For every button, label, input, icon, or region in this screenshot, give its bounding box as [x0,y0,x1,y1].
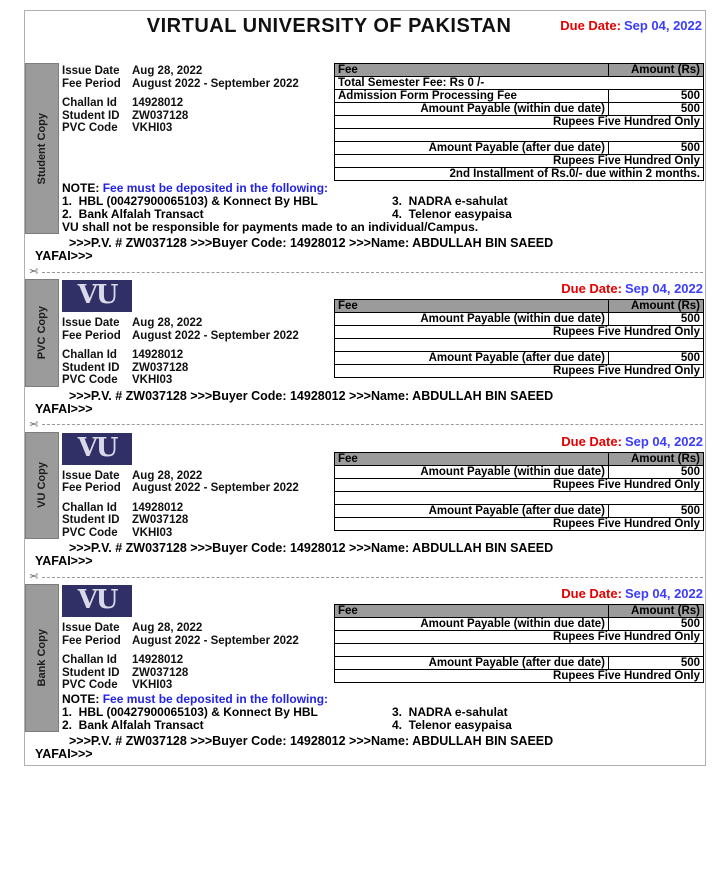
bank-copy-section [25,584,705,761]
challan-id-label: Challan Id [62,501,117,514]
payable-after-words: Rupees Five Hundred Only [335,155,704,168]
admission-fee-amount: 500 [609,90,704,103]
page-title: VIRTUAL UNIVERSITY OF PAKISTAN [146,15,512,37]
fee-period-value: August 2022 - September 2022 [132,77,299,90]
vu-logo-text: VU [77,280,117,310]
sidebar-bank-copy [25,584,59,732]
payable-after-label: Amount Payable (after due date) [335,657,609,670]
fee-period-value: August 2022 - September 2022 [132,329,299,342]
pvc-code-value: VKHI03 [132,374,173,386]
fee-period-label: Fee Period [62,329,121,342]
vu-copy-section [25,432,705,569]
fee-table [334,604,704,683]
payable-after-words: Rupees Five Hundred Only [335,517,704,530]
payable-within-label: Amount Payable (within due date) [335,618,609,631]
student-id-label: Student ID [62,666,120,679]
fee-period-label: Fee Period [62,77,121,90]
payable-within-amount: 500 [609,103,704,116]
vu-logo [62,585,132,617]
bank-option-4: 4. Telenor easypaisa [392,207,512,221]
payable-within-amount: 500 [609,465,704,478]
due-date-label: Due Date: [561,586,622,601]
pvc-code-label: PVC Code [62,374,118,386]
challan-id-value: 14928012 [132,97,184,109]
vu-logo-text: VU [77,585,117,615]
payable-after-amount: 500 [609,142,704,155]
note-heading: Fee must be deposited in the following: [102,181,329,195]
due-date [560,15,702,33]
issue-date-value: Aug 28, 2022 [132,317,203,329]
payable-within-label: Amount Payable (within due date) [335,313,609,326]
total-semester-fee: Total Semester Fee: Rs 0 /- [335,77,704,90]
fee-column-header: Fee [335,452,609,465]
fee-period-value: August 2022 - September 2022 [132,482,299,494]
pvc-code-label: PVC Code [62,122,118,134]
payable-after-words: Rupees Five Hundred Only [335,365,704,378]
pvc-copy-section [25,279,705,416]
copy-label: Student Copy [36,112,48,185]
bank-option-1: 1. HBL (00427900065103) & Konnect By HBL [62,704,318,719]
scissors-icon: ✂ [29,571,39,583]
pvc-code-label: PVC Code [62,679,118,691]
copy-label: VU Copy [36,462,48,509]
due-date-label: Due Date: [560,18,621,33]
challan-fields [62,315,334,387]
cut-dash-line [42,424,703,425]
copy-label: Bank Copy [36,629,48,687]
payable-after-amount: 500 [609,657,704,670]
due-date [334,279,704,299]
fee-period-label: Fee Period [62,482,121,494]
pvc-code-value: VKHI03 [132,122,173,134]
installment-note: 2nd Installment of Rs.0/- due within 2 months. [335,168,704,181]
due-date [334,584,704,604]
sidebar-vu-copy [25,432,59,540]
challan-id-label: Challan Id [62,349,117,361]
challan-fields [62,620,334,692]
pv-buyer-line: >>>P.V. # ZW037128 >>>Buyer Code: 14928012 >>>Name: ABDULLAH BIN SAEED YAFAI>>> [35,388,554,416]
challan-id-value: 14928012 [132,501,184,514]
payable-after-label: Amount Payable (after due date) [335,504,609,517]
issue-date-label: Issue Date [62,469,120,482]
amount-column-header: Amount (Rs) [609,64,704,77]
sidebar-student-copy [25,63,59,234]
deposit-note [62,182,704,234]
fee-period-label: Fee Period [62,634,121,647]
note-heading: Fee must be deposited in the following: [102,691,329,706]
pv-buyer-line: >>>P.V. # ZW037128 >>>Buyer Code: 14928012 >>>Name: ABDULLAH BIN SAEED YAFAI>>> [35,541,554,568]
fee-period-value: August 2022 - September 2022 [132,634,299,647]
cut-line [29,572,703,582]
payable-within-label: Amount Payable (within due date) [335,103,609,116]
payable-within-words: Rupees Five Hundred Only [335,326,704,339]
challan-id-label: Challan Id [62,97,117,109]
bank-option-3: 3. NADRA e-sahulat [392,194,508,208]
disclaimer: VU shall not be responsible for payments made to an individual/Campus. [62,220,479,234]
cut-line [29,420,703,430]
pvc-code-value: VKHI03 [132,526,173,539]
cut-dash-line [42,272,703,273]
student-id-label: Student ID [62,514,120,526]
issue-date-value: Aug 28, 2022 [132,65,203,77]
student-id-value: ZW037128 [132,666,189,679]
payable-after-label: Amount Payable (after due date) [335,352,609,365]
bank-option-4: 4. Telenor easypaisa [392,717,512,732]
payable-within-amount: 500 [609,618,704,631]
due-date-value: Sep 04, 2022 [624,433,703,449]
scissors-icon: ✂ [29,266,39,278]
deposit-note [62,693,704,732]
vu-logo [62,433,132,465]
challan-fields [62,468,334,540]
fee-table [334,452,704,531]
payable-after-amount: 500 [609,504,704,517]
issue-date-value: Aug 28, 2022 [132,622,203,634]
pvc-code-label: PVC Code [62,526,118,539]
fee-column-header: Fee [335,64,609,77]
fee-column-header: Fee [335,300,609,313]
pvc-code-value: VKHI03 [132,679,173,691]
due-date-label: Due Date: [561,433,622,449]
copy-label: PVC Copy [36,306,48,360]
fee-table [334,63,704,181]
payable-within-label: Amount Payable (within due date) [335,465,609,478]
payable-after-label: Amount Payable (after due date) [335,142,609,155]
due-date-label: Due Date: [561,281,622,296]
payable-within-amount: 500 [609,313,704,326]
vu-logo [62,280,132,312]
cut-dash-line [42,577,703,578]
bank-option-1: 1. HBL (00427900065103) & Konnect By HBL [62,194,318,208]
payable-after-words: Rupees Five Hundred Only [335,670,704,683]
sidebar-pvc-copy [25,279,59,387]
amount-column-header: Amount (Rs) [609,300,704,313]
challan-id-label: Challan Id [62,654,117,666]
fee-table [334,299,704,378]
bank-option-2: 2. Bank Alfalah Transact [62,207,204,221]
issue-date-label: Issue Date [62,622,120,634]
bank-option-2: 2. Bank Alfalah Transact [62,717,204,732]
student-id-value: ZW037128 [132,361,189,374]
student-id-value: ZW037128 [132,514,189,526]
payable-within-words: Rupees Five Hundred Only [335,631,704,644]
due-date-value: Sep 04, 2022 [623,18,702,33]
due-date-value: Sep 04, 2022 [624,586,703,601]
bank-option-3: 3. NADRA e-sahulat [392,704,508,719]
issue-date-value: Aug 28, 2022 [132,469,203,482]
challan-id-value: 14928012 [132,349,184,361]
note-label: NOTE: [62,181,100,195]
fee-challan-page [24,10,706,766]
issue-date-label: Issue Date [62,65,120,77]
spacer-row [335,339,704,352]
vu-logo-text: VU [77,432,117,463]
due-date [334,432,704,452]
scissors-icon: ✂ [29,418,39,431]
payable-within-words: Rupees Five Hundred Only [335,116,704,129]
note-label: NOTE: [62,691,100,706]
challan-fields [62,63,334,135]
payable-after-amount: 500 [609,352,704,365]
fee-column-header: Fee [335,605,609,618]
pv-buyer-line: >>>P.V. # ZW037128 >>>Buyer Code: 14928012 >>>Name: ABDULLAH BIN SAEED YAFAI>>> [35,236,554,263]
spacer-row [335,644,704,657]
issue-date-label: Issue Date [62,317,120,329]
amount-column-header: Amount (Rs) [609,605,704,618]
challan-id-value: 14928012 [132,654,184,666]
pv-buyer-line: >>>P.V. # ZW037128 >>>Buyer Code: 14928012 >>>Name: ABDULLAH BIN SAEED YAFAI>>> [35,733,554,761]
student-id-label: Student ID [62,361,120,374]
spacer-row [335,129,704,142]
admission-fee-label: Admission Form Processing Fee [335,90,609,103]
student-copy-section [25,63,705,263]
cut-line [29,267,703,277]
student-id-value: ZW037128 [132,109,189,122]
payable-within-words: Rupees Five Hundred Only [335,478,704,491]
due-date-value: Sep 04, 2022 [624,281,703,296]
amount-column-header: Amount (Rs) [609,452,704,465]
page-header [25,11,705,38]
student-id-label: Student ID [62,109,120,122]
spacer-row [335,491,704,504]
